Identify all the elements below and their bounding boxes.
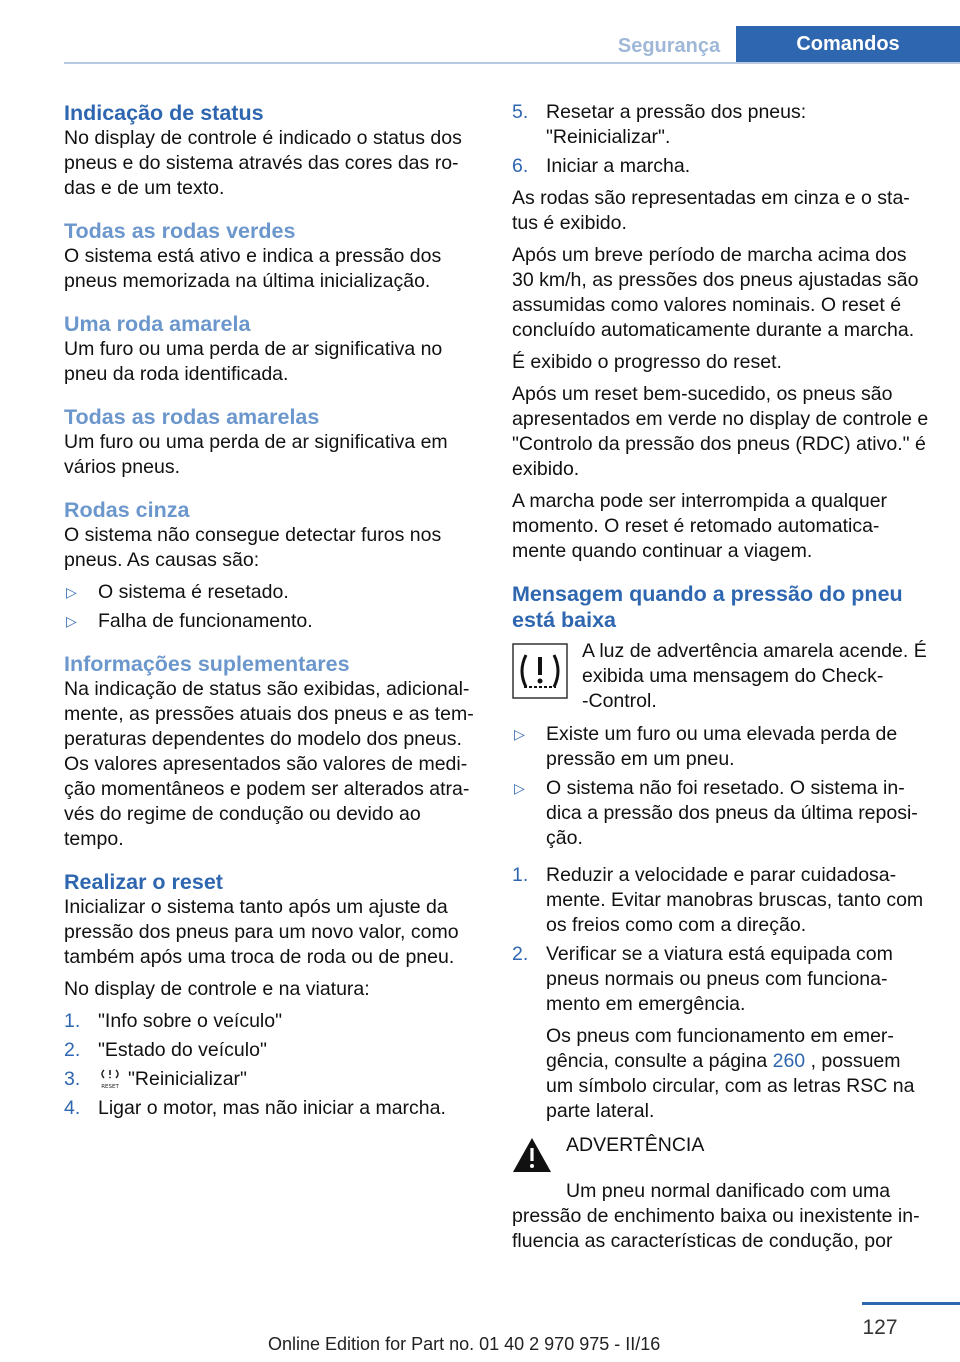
step-item: 1. "Info sobre o veículo" [64,1010,283,1032]
page-link[interactable]: 260 [772,1050,806,1072]
rsc-note: Os pneus com funcionamento em emer-gência, consulte a página 260 , possuem um símbolo circular, com as letras RSC na parte lateral. [546,1025,915,1122]
list-item: ▷ O sistema não foi resetado. O sistema in-dica a pressão dos pneus da última reposi-ção. [514,777,918,849]
warning-triangle-icon [512,1137,552,1173]
list-item: ▷ O sistema é resetado. [66,581,289,603]
tab-seguranca[interactable]: Segurança [617,35,721,57]
actions-list [512,863,930,1124]
heading-all-yellow: Todas as rodas amarelas [64,405,320,429]
warning-text: Um pneu normal danificado com uma pressão de enchimento baixa ou inexistente in-fluencia as características de condução, por [512,1180,920,1252]
left-column [64,100,482,1128]
triangle-bullet-icon: ▷ [514,726,525,742]
reset-p1: As rodas são representadas em cinza e o sta-tus é exibido. [512,187,910,234]
step-item: 4. Ligar o motor, mas não iniciar a marcha. [64,1097,446,1119]
low-pressure-notice [512,639,930,714]
step-item: 1. Reduzir a velocidade e parar cuidadosa-mente. Evitar manobras bruscas, tanto com os freios como com a direção. [512,864,924,936]
low-causes-list [512,722,930,851]
heading-yellow: Uma roda amarela [64,312,251,336]
footer-divider [862,1302,960,1305]
svg-text:RESET: RESET [101,1084,119,1090]
header-divider [64,62,960,64]
reset-p3: É exibido o progresso do reset. [512,351,782,373]
reset-p5: A marcha pode ser interrompida a qualquer momento. O reset é retomado automatica-mente quando continuar a viagem. [512,490,888,562]
warning-block [512,1131,930,1254]
page-number: 127 [862,1316,898,1339]
tab-comandos[interactable]: Comandos [736,26,960,62]
triangle-bullet-icon: ▷ [66,613,77,629]
status-text: No display de controle é indicado o status dos pneus e do sistema através das cores das ro-das e de um texto. [64,127,462,199]
heading-grey: Rodas cinza [64,498,190,522]
heading-green: Todas as rodas verdes [64,219,296,243]
all-yellow-text: Um furo ou uma perda de ar significativa em vários pneus. [64,431,448,478]
green-text: O sistema está ativo e indica a pressão dos pneus memorizada na última inicialização. [64,245,442,292]
step-item: 2. Verificar se a viatura está equipada com pneus normais ou pneus com funciona-mento em emergência. Os pneus com funcionamento em emer-gência, consulte a página 260 , possuem um símbolo circular, com as letras RSC na parte lateral. [512,942,930,1124]
heading-low-pressure: Mensagem quando a pressão do pneu está baixa [512,582,903,632]
warning-title: ADVERTÊNCIA [566,1134,705,1156]
page-header [0,0,960,62]
triangle-bullet-icon: ▷ [66,584,77,600]
grey-text: O sistema não consegue detectar furos nos pneus. As causas são: [64,524,442,571]
yellow-text: Um furo ou uma perda de ar significativa no pneu da roda identificada. [64,338,443,385]
tire-reset-icon [98,1068,122,1090]
tire-warning-icon [512,643,568,699]
step-item: 2. "Estado do veículo" [64,1039,267,1061]
info-text: Na indicação de status são exibidas, adicional-mente, as pressões atuais dos pneus e as tem-peraturas dependentes do modelo dos pneus. Os valores apresentados são valores de medi-ção momentâneos e podem ser alterados atra-vés do regime de condução ou devido ao tempo. [64,678,474,850]
reset-steps-continued [512,100,930,179]
edition-footer: Online Edition for Part no. 01 40 2 970 975 - II/16 [268,1334,661,1354]
reset-where: No display de controle e na viatura: [64,978,370,1000]
reset-p2: Após um breve período de marcha acima dos 30 km/h, as pressões dos pneus ajustadas são assumidas como valores nominais. O reset é concluído automaticamente durante a marcha. [512,244,919,341]
low-pressure-text: A luz de advertência amarela acende. É exibida uma mensagem do Check-‑Control. [582,640,927,712]
right-column [512,100,930,1261]
heading-status: Indicação de status [64,101,264,125]
heading-reset: Realizar o reset [64,870,223,894]
reset-steps-list [64,1009,482,1121]
step-item: 6. Iniciar a marcha. [512,155,691,177]
grey-causes-list [64,580,482,634]
heading-info: Informações suplementares [64,652,350,676]
step-item: 3. RESET "Reinicializar" [64,1068,247,1090]
list-item: ▷ Falha de funcionamento. [66,610,313,632]
step-item: 5. Resetar a pressão dos pneus: "Reinicializar". [512,101,807,148]
reset-p4: Após um reset bem-sucedido, os pneus são apresentados em verde no display de controle e "Controlo da pressão dos pneus (RDC) ativo." é exibido. [512,383,929,480]
triangle-bullet-icon: ▷ [514,780,525,796]
list-item: ▷ Existe um furo ou uma elevada perda de pressão em um pneu. [514,723,898,770]
reset-text: Inicializar o sistema tanto após um ajuste da pressão dos pneus para um novo valor, como também após uma troca de roda ou de pneu. [64,896,459,968]
